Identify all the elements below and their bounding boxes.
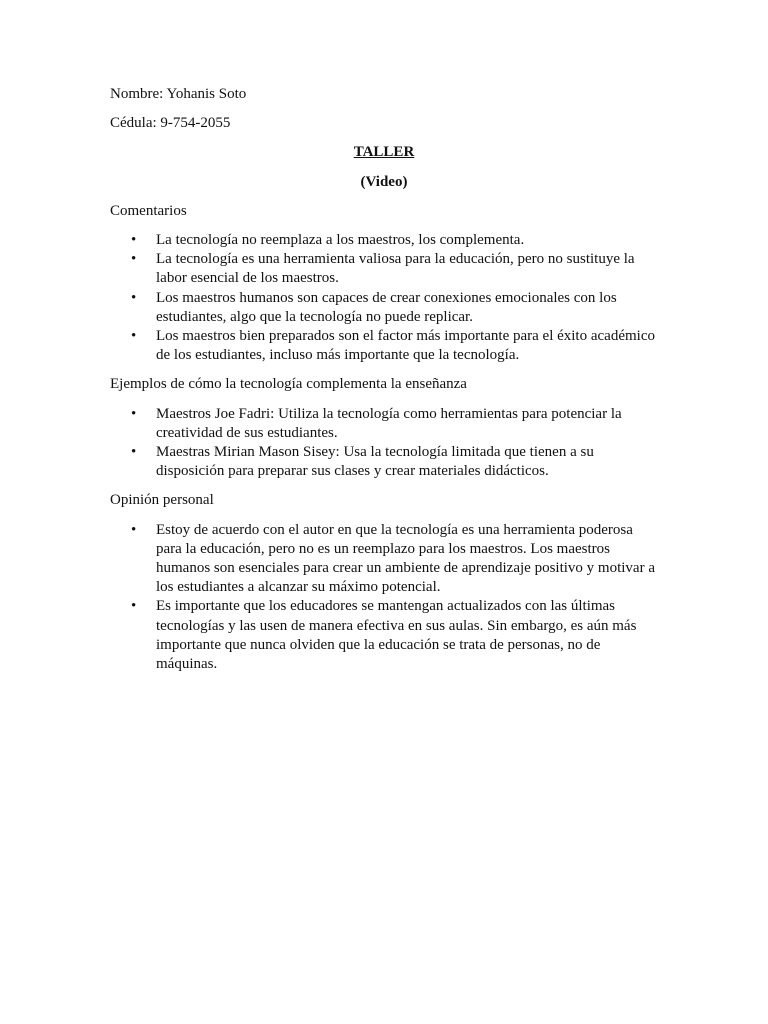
- list-opinion: [110, 521, 658, 675]
- bullet-glyph: •: [131, 405, 137, 422]
- bullet-glyph: •: [131, 444, 137, 461]
- list-item-text: La tecnología no reemplaza a los maestros, los complementa.: [156, 232, 525, 249]
- list-item: [110, 250, 658, 288]
- list-item: [110, 405, 658, 443]
- list-item-text: Los maestros humanos son capaces de crear conexiones emocionales con los estudiantes, algo que la tecnología no puede replicar.: [156, 289, 617, 325]
- student-id: Cédula: 9-754-2055: [110, 115, 231, 132]
- bullet-glyph: •: [131, 289, 137, 306]
- list-item: [110, 443, 658, 481]
- student-name: Nombre: Yohanis Soto: [110, 86, 247, 102]
- bullet-glyph: •: [131, 598, 137, 615]
- section-heading-comentarios: Comentarios: [110, 202, 187, 219]
- list-item-text: Maestras Mirian Mason Sisey: Usa la tecnología limitada que tienen a su disposición para preparar sus clases y crear materiales didácticos.: [156, 444, 594, 480]
- bullet-glyph: •: [131, 521, 137, 538]
- list-item-text: Estoy de acuerdo con el autor en que la tecnología es una herramienta poderosa para la educación, pero no es un reemplazo para los maestros. Los maestros humanos son esenciales para crear un ambiente de aprendizaje positivo y motivar a los estudiantes a alcanzar su máximo potencial.: [156, 521, 655, 596]
- list-item-text: La tecnología es una herramienta valiosa para la educación, pero no sustituye la labor esencial de los maestros.: [156, 251, 635, 287]
- list-item: [110, 289, 658, 327]
- bullet-glyph: •: [131, 251, 137, 268]
- list-comentarios: [110, 231, 658, 365]
- list-item: [110, 231, 658, 250]
- list-item-text: Es importante que los educadores se mantengan actualizados con las últimas tecnologías y las usen de manera efectiva en sus aulas. Sin embargo, es aún más importante que nunca olviden que la educación se trata de personas, no de máquinas.: [156, 598, 637, 673]
- title-text: TALLER: [353, 144, 415, 161]
- list-item: [110, 521, 658, 598]
- list-item-text: Maestros Joe Fadri: Utiliza la tecnología como herramientas para potenciar la creatividad de sus estudiantes.: [156, 405, 622, 441]
- list-ejemplos: [110, 405, 658, 482]
- document-title: [110, 143, 658, 162]
- bullet-glyph: •: [131, 328, 137, 345]
- list-item: [110, 327, 658, 365]
- section-heading-opinion: Opinión personal: [110, 492, 214, 509]
- document-subtitle: (Video): [360, 173, 408, 190]
- section-heading-ejemplos: Ejemplos de cómo la tecnología complementa la enseñanza: [110, 376, 467, 393]
- list-item-text: Los maestros bien preparados son el factor más importante para el éxito académico de los estudiantes, incluso más importante que la tecnología.: [156, 328, 655, 364]
- list-item: [110, 597, 658, 674]
- bullet-glyph: •: [131, 232, 137, 249]
